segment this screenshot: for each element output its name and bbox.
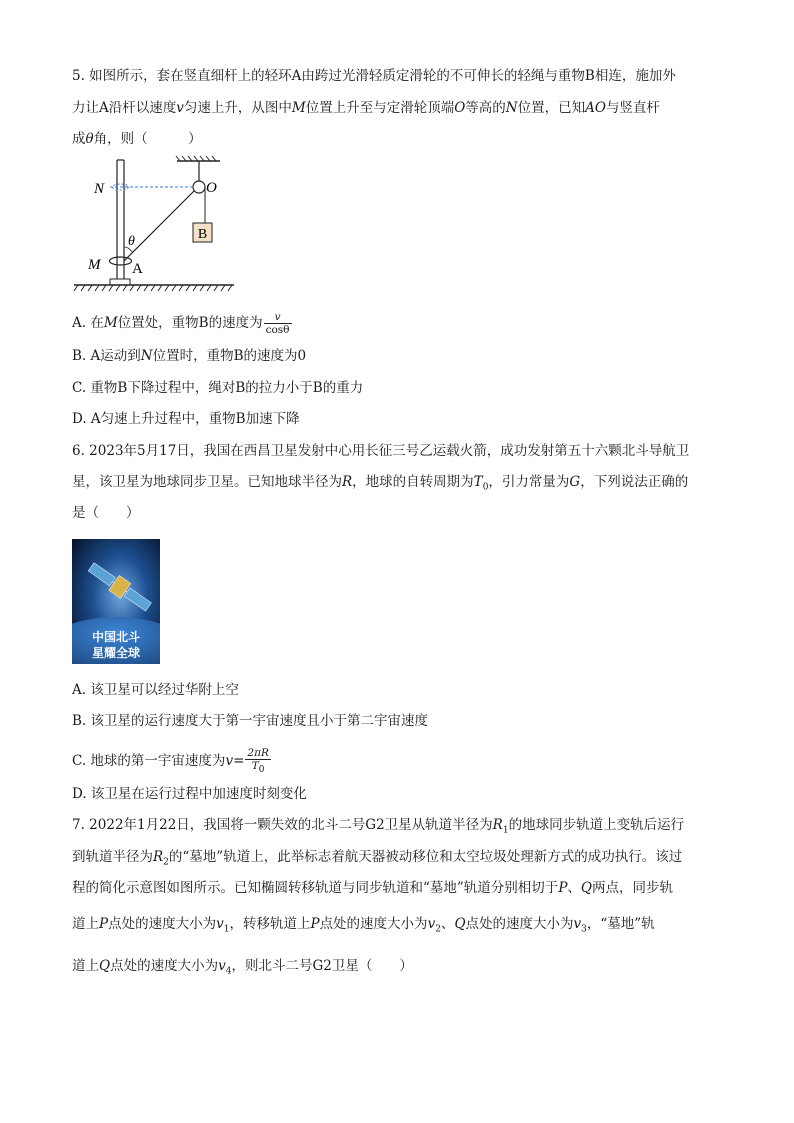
image-caption-1: 中国北斗	[91, 630, 141, 644]
q6-option-b: B. 该卫星的运行速度大于第一宇宙速度且小于第二宇宙速度	[72, 713, 429, 729]
q7-line-3: 程的简化示意图如图所示。已知椭圆转移轨道与同步轨道和“墓地”轨道分别相切于P、Q两点，同步轨	[72, 880, 673, 896]
q6-option-a: A. 该卫星可以经过华附上空	[72, 682, 239, 698]
fig-label-m: M	[88, 257, 101, 273]
q5-option-d: D. A匀速上升过程中，重物B加速下降	[72, 411, 300, 427]
fig-label-n: N	[94, 181, 105, 197]
q7-line-4: 道上P点处的速度大小为$v_1$，转移轨道上P点处的速度大小为$v_2$、Q点处的速度大小为$v_3$，“墓地”轨	[72, 916, 655, 935]
q5-line-2: 力让A沿杆以速度v匀速上升，从图中M位置上升至与定滑轮顶端O等高的N位置，已知AO与竖直杆	[72, 100, 660, 116]
beidou-satellite-image	[72, 539, 160, 664]
fig-label-theta: θ	[128, 234, 135, 249]
q5-option-a: A. 在M位置处，重物B的速度为 $\frac{v}{\cos\theta}$	[72, 311, 290, 336]
q7-line-5: 道上Q点处的速度大小为$v_4$，则北斗二号G2卫星（ ）	[72, 958, 413, 977]
q6-line-3: 是（ ）	[72, 505, 140, 521]
q6-line-2: 星，该卫星为地球同步卫星。已知地球半径为R，地球的自转周期为$T_0$，引力常量为G，下列说法正确的	[72, 474, 689, 493]
q5-line-1: 5. 如图所示，套在竖直细杆上的轻环A由跨过光滑轻质定滑轮的不可伸长的轻绳与重物B相连，施加外	[72, 68, 676, 84]
image-caption-2: 星耀全球	[91, 646, 141, 660]
fig-label-a: A	[132, 261, 143, 277]
q5-option-b: B. A运动到N位置时，重物B的速度为0	[72, 348, 307, 364]
q7-line-2: 到轨道半径为$R_2$的“墓地”轨道上，此举标志着航天器被动移位和太空垃圾处理新方式的成功执行。该过	[72, 849, 683, 868]
fig-label-o: O	[206, 180, 217, 196]
q6-option-d: D. 该卫星在运行过程中加速度时刻变化	[72, 786, 307, 802]
q6-line-1: 6. 2023年5月17日，我国在西昌卫星发射中心用长征三号乙运载火箭，成功发射第五十六颗北斗导航卫	[72, 443, 690, 459]
q5-line-3: 成θ角，则（ ）	[72, 131, 202, 147]
q5-option-c: C. 重物B下降过程中，绳对B的拉力小于B的重力	[72, 380, 364, 396]
pulley-diagram	[72, 155, 242, 300]
q6-option-c: C. 地球的第一宇宙速度为v= $\frac{2\pi R}{T_0}$	[72, 747, 269, 776]
fig-label-b: B	[197, 227, 208, 242]
q7-line-1: 7. 2022年1月22日，我国将一颗失效的北斗二号G2卫星从轨道半径为$R_1$的地球同步轨道上变轨后运行	[72, 817, 685, 836]
